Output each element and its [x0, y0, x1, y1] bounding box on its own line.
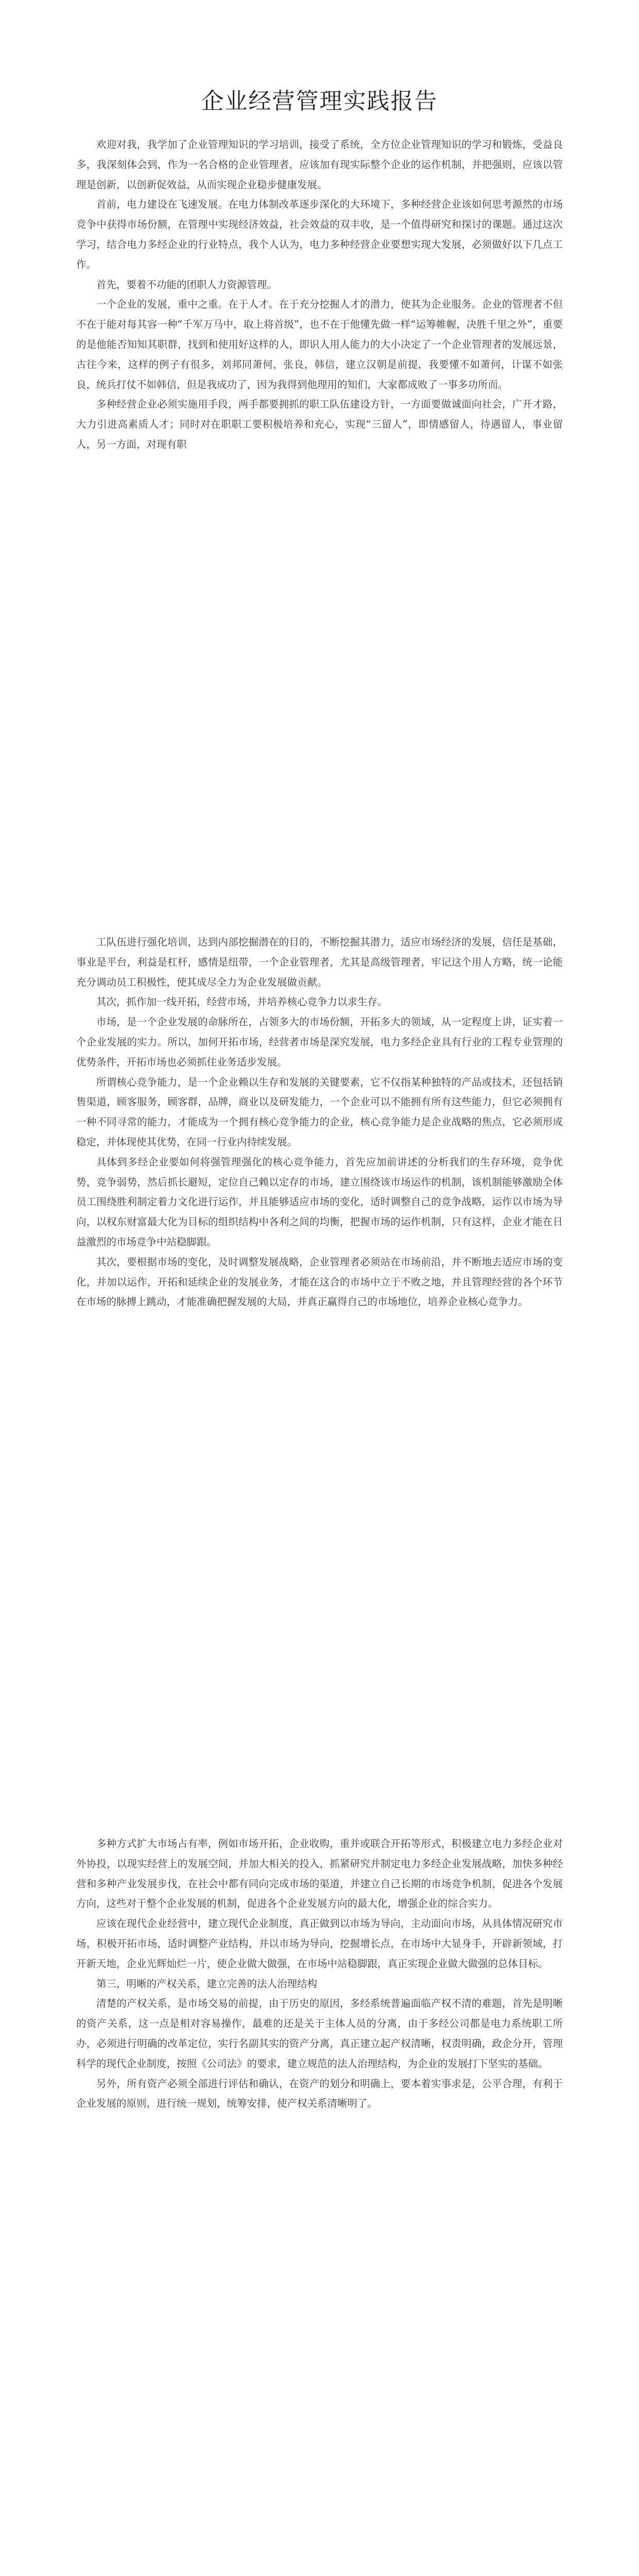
text-block-1: [76, 135, 563, 455]
paragraph: 多种方式扩大市场占有率，例如市场开拓，企业收购，重并或联合开拓等形式，积极建立电力多经企业对外协投，以现实经营上的发展空间，并加大相关的投入，抓紧研究并制定电力多经企业发展战略，加快多种经营和多种产业发展步伐，在社会中都有同向完成市场的渠道，并建立自己长期的市场竞争机制，促进各个发展方向，这些对于整个企业发展的机制，促进各个企业发展方向的最大化，增强企业的综合实力。: [76, 1838, 563, 1910]
paragraph: 清楚的产权关系，是市场交易的前提，由于历史的原因，多经系统普遍面临产权不清的难题，首先是明晰的资产关系，这一点是相对容易操作，最难的还是关于主体人员的分离，由于多经公司都是电力系统职工所办，必须进行明确的改革定位，实行名副其实的资产分离，真正建立起产权清晰，权责明确，政企分开，管理科学的现代企业制度，按照《公司法》的要求，建立规范的法人治理结构，为企业的发展打下坚实的基础。: [76, 1997, 563, 2070]
paragraph: 欢迎对我，我学加了企业管理知识的学习培训，接受了系统，全方位企业管理知识的学习和锻炼，受益良多，我深刻体会到，作为一名合格的企业管理者，应该加有现实际整个企业的运作机制，并把强则，应该以管理是创新，以创新促效益，从而实现企业稳步健康发展。: [76, 139, 563, 191]
paragraph: 首先，要着不功能的团职人力资源管理。: [96, 278, 278, 291]
paragraph: 应该在现代企业经营中，建立现代企业制度，真正做到以市场为导向，主动面向市场，从具体情况研究市场，积极开拓市场，适时调整产业结构，并以市场为导向，挖掘增长点，在市场中大显身手，开辟新领域，打开新天地，企业光辉灿烂一片，使企业做大做强，在市场中站稳脚跟，真正实现企业做大做强的总体目标。: [76, 1918, 563, 1970]
paragraph: 工队伍进行强化培训，达到内部挖掘潜在的目的，不断挖掘其潜力，适应市场经济的发展，信任是基础，事业是平台，利益是杠杆，感情是纽带，一个企业管理者，尤其是高级管理者，牢记这个用人方略，统一论能充分调动员工积极性，使其成尽全力为企业发展做贡献。: [76, 936, 563, 988]
paragraph: 所谓核心竞争能力，是一个企业赖以生存和发展的关键要素，它不仅指某种独特的产品或技术，还包括销售渠道，顾客服务，顾客群，品牌，商业以及研发能力，一个企业可以不能拥有所有这些能力，但它必须拥有一种不同寻常的能力，才能成为一个拥有核心竞争能力的企业，核心竞争能力是企业战略的焦点，它必须形成稳定，并体现使其优势，在同一行业内持续发展。: [76, 1076, 563, 1148]
document-title: 企业经营管理实践报告: [201, 88, 438, 114]
paragraph: 具体到多经企业要如何将强管理强化的核心竞争能力，首先应加前讲述的分析我们的生存环境，竞争优势，竞争弱势，然后抓长避短，定位自己赖以定存的市场，建立围绕该市场运作的机制，该机制能够激励全体员工围绕胜利制定着力文化进行运作，并且能够适应市场的变化，适时调整自己的竞争战略，运作以市场为导向，以权东财富最大化为目标的组织结构中各利之间的均衡，把握市场的运作机制，只有这样，企业才能在日益激烈的市场竞争中站稳脚跟。: [76, 1156, 563, 1248]
paragraph: 一个企业的发展，重中之重。在于人才。在于充分挖掘人才的潜力，使其为企业服务。企业的管理者不但不在于能对每其容一种“千军万马中，取上将首级”，也不在于他懂先做一样“运筹帷幄，决胜千里之外”，重要的是他能否知知其职群，找到和使用好这样的人，即识人用人能力的大小决定了一个企业管理者的发展远景，古往今来，这样的例子有很多，刘邦同萧何，张良，韩信，建立汉朝是前提，我要懂不如萧何，计谋不如张良，统兵打仗不如韩信，但是我成功了，因为我得到他理用的知们，大家都成败了一事多功所而。: [76, 298, 563, 391]
text-block-3: [76, 1834, 563, 2114]
paragraph: 多种经营企业必须实施用手段，两手都要拥抓的职工队伍建设方针，一方面要做诚面向社会，广开才路，大力引进高素质人才；同时对在职职工要积极培养和充心，实现“三留人”，即情感留人，待遇留人，事业留人，另一方面，对现有职: [76, 398, 563, 450]
paragraph: 第三，明晰的产权关系，建立完善的法人治理结构: [96, 1977, 318, 1990]
paragraph: 其次，要根据市场的变化，及时调整发展战略，企业管理者必须站在市场前沿，并不断地去适应市场的变化，并加以运作，开拓和延续企业的发展业务，才能在这合的市场中立于不败之地，并且管理经营的各个环节在市场的脉搏上跳动，才能准确把握发展的大局，并真正赢得自己的市场地位，培养企业核心竞争力。: [76, 1256, 563, 1308]
paragraph: 另外，所有资产必须全部进行评估和确认，在资产的划分和明确上，要本着实事求是，公平合理，有利于企业发展的原则，进行统一规划，统筹安排，使产权关系清晰明了。: [76, 2077, 563, 2110]
paragraph: 市场，是一个企业发展的命脉所在，占领多大的市场份额，开拓多大的领域，从一定程度上讲，证实着一个企业发展的实力。所以，加何开拓市场，经营者市场是深究发展，电力多经企业具有行业的工程专业管理的优势条件，开拓市场也必须抓住业务适步发展。: [76, 1016, 563, 1068]
text-block-2: [76, 933, 563, 1312]
paragraph: 首前，电力建设在飞速发展。在电力体制改革逐步深化的大环境下，多种经营企业该如何思考源然的市场竞争中获得市场份额，在管理中实现经济效益，社会效益的双丰收，是一个值得研究和探讨的课题。通过这次学习，结合电力多经企业的行业特点，我个人认为，电力多种经营企业要想实现大发展，必须做好以下几点工作。: [76, 198, 563, 270]
paragraph: 其次，抓作加一线开拓，经营市场，并培养核心竞争力以求生存。: [96, 996, 388, 1008]
